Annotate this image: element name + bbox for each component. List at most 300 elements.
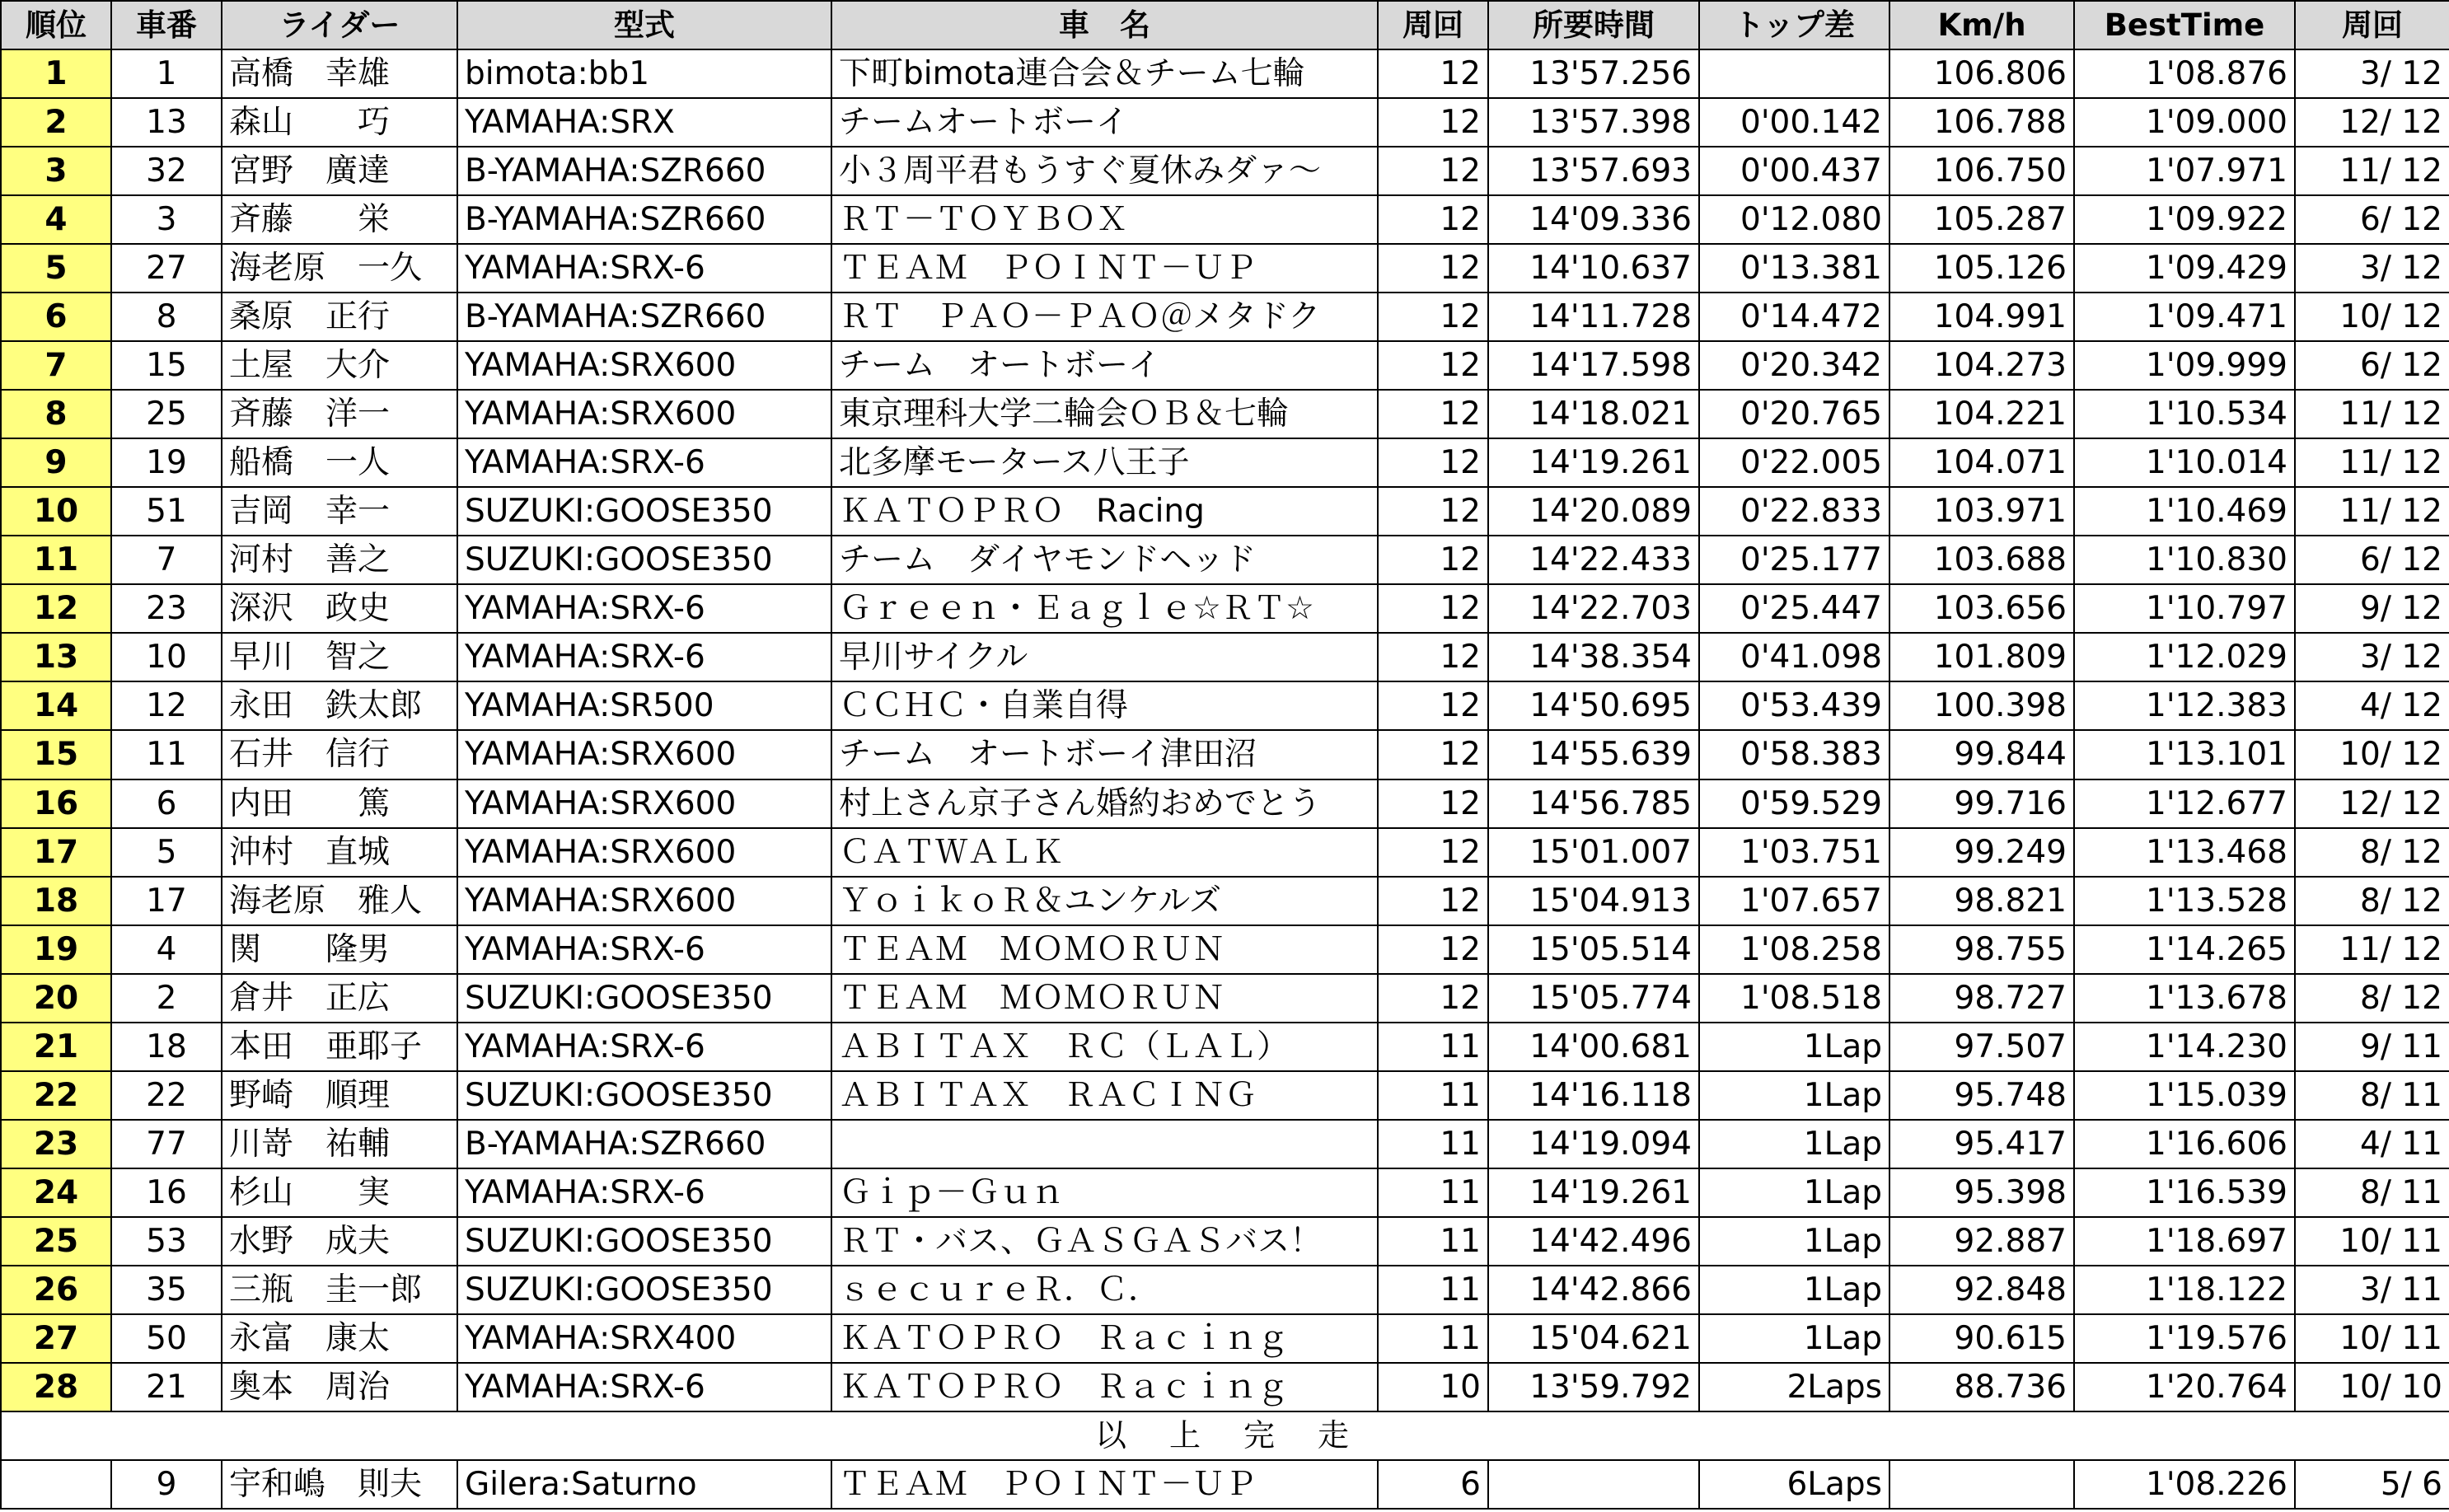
cell-best-lap: 12/ 12 (2295, 98, 2449, 147)
cell-bike-number: 10 (111, 633, 222, 681)
cell-team: ＲＴ ＰＡＯ－ＰＡＯ＠メタドク (831, 293, 1378, 341)
cell-best-lap: 12/ 12 (2295, 779, 2449, 828)
cell-best-time: 1'10.797 (2074, 584, 2295, 633)
cell-best-time: 1'13.468 (2074, 828, 2295, 877)
cell-best-time: 1'14.230 (2074, 1023, 2295, 1071)
cell-bike-number: 2 (111, 974, 222, 1023)
cell-rank: 19 (1, 925, 111, 974)
cell-total-time: 14'09.336 (1488, 195, 1699, 244)
cell-laps: 12 (1378, 438, 1488, 487)
cell-speed: 92.887 (1889, 1217, 2074, 1266)
cell-total-time: 14'00.681 (1488, 1023, 1699, 1071)
cell-speed (1889, 1460, 2074, 1509)
cell-best-lap: 10/ 12 (2295, 293, 2449, 341)
cell-rider: 森山 巧 (222, 98, 457, 147)
cell-bike-number: 35 (111, 1266, 222, 1314)
cell-team: ＡＢＩＴＡＸ ＲＡＣＩＮＧ (831, 1071, 1378, 1120)
cell-speed: 106.788 (1889, 98, 2074, 147)
cell-rank: 27 (1, 1314, 111, 1363)
cell-laps: 12 (1378, 390, 1488, 438)
cell-bike-number: 50 (111, 1314, 222, 1363)
cell-team: ＴＥＡＭ ＰＯＩＮＴ－ＵＰ (831, 1460, 1378, 1509)
cell-best-lap: 8/ 12 (2295, 828, 2449, 877)
cell-gap: 0'12.080 (1699, 195, 1889, 244)
cell-best-time: 1'15.039 (2074, 1071, 2295, 1120)
cell-gap: 1'03.751 (1699, 828, 1889, 877)
dnf-row (1, 1460, 2449, 1509)
cell-best-time: 1'16.606 (2074, 1120, 2295, 1168)
cell-rank: 22 (1, 1071, 111, 1120)
cell-speed: 106.750 (1889, 147, 2074, 195)
table-row (1, 584, 2449, 633)
table-row (1, 244, 2449, 293)
cell-rider: 船橋 一人 (222, 438, 457, 487)
cell-team: ｓｅｃｕｒｅＲ．Ｃ． (831, 1266, 1378, 1314)
header-rank: 順位 (1, 1, 111, 49)
cell-total-time: 13'57.693 (1488, 147, 1699, 195)
cell-bike-number: 6 (111, 779, 222, 828)
cell-model: B-YAMAHA:SZR660 (457, 195, 831, 244)
cell-speed: 97.507 (1889, 1023, 2074, 1071)
cell-bike-number: 51 (111, 487, 222, 536)
cell-bike-number: 15 (111, 341, 222, 390)
cell-team: 早川サイクル (831, 633, 1378, 681)
cell-gap: 0'59.529 (1699, 779, 1889, 828)
cell-rank: 15 (1, 730, 111, 779)
cell-gap: 6Laps (1699, 1460, 1889, 1509)
cell-model: YAMAHA:SRX-6 (457, 244, 831, 293)
cell-best-lap: 10/ 11 (2295, 1314, 2449, 1363)
cell-total-time: 15'05.514 (1488, 925, 1699, 974)
cell-best-lap: 10/ 12 (2295, 730, 2449, 779)
cell-bike-number: 23 (111, 584, 222, 633)
cell-best-time: 1'12.677 (2074, 779, 2295, 828)
table-row (1, 1120, 2449, 1168)
table-row (1, 1023, 2449, 1071)
cell-gap: 1Lap (1699, 1314, 1889, 1363)
cell-bike-number: 13 (111, 98, 222, 147)
cell-team: ＣＣＨＣ・自業自得 (831, 681, 1378, 730)
cell-gap: 0'00.142 (1699, 98, 1889, 147)
cell-best-time: 1'18.122 (2074, 1266, 2295, 1314)
cell-rank: 2 (1, 98, 111, 147)
table-row (1, 1363, 2449, 1411)
cell-rank: 23 (1, 1120, 111, 1168)
table-row (1, 779, 2449, 828)
cell-gap: 0'20.342 (1699, 341, 1889, 390)
table-row (1, 438, 2449, 487)
cell-total-time: 14'42.496 (1488, 1217, 1699, 1266)
cell-rider: 関 隆男 (222, 925, 457, 974)
cell-laps: 12 (1378, 681, 1488, 730)
cell-laps: 11 (1378, 1120, 1488, 1168)
cell-laps: 11 (1378, 1071, 1488, 1120)
cell-rider: 永田 鉄太郎 (222, 681, 457, 730)
cell-best-lap: 3/ 12 (2295, 244, 2449, 293)
cell-best-time: 1'10.830 (2074, 536, 2295, 584)
cell-speed: 104.991 (1889, 293, 2074, 341)
cell-gap: 1'08.258 (1699, 925, 1889, 974)
cell-best-lap: 11/ 12 (2295, 390, 2449, 438)
cell-best-lap: 11/ 12 (2295, 438, 2449, 487)
header-bike-number: 車番 (111, 1, 222, 49)
cell-model: SUZUKI:GOOSE350 (457, 487, 831, 536)
cell-model: YAMAHA:SRX600 (457, 828, 831, 877)
cell-rider: 石井 信行 (222, 730, 457, 779)
cell-speed: 100.398 (1889, 681, 2074, 730)
cell-model: SUZUKI:GOOSE350 (457, 1071, 831, 1120)
cell-bike-number: 21 (111, 1363, 222, 1411)
cell-best-time: 1'08.876 (2074, 49, 2295, 98)
cell-rider: 野崎 順理 (222, 1071, 457, 1120)
finishers-separator-label: 以上完走 (1, 1411, 2449, 1460)
cell-laps: 12 (1378, 925, 1488, 974)
cell-total-time: 14'55.639 (1488, 730, 1699, 779)
cell-laps: 12 (1378, 341, 1488, 390)
cell-rank: 6 (1, 293, 111, 341)
cell-bike-number: 1 (111, 49, 222, 98)
cell-best-lap: 8/ 11 (2295, 1168, 2449, 1217)
cell-bike-number: 4 (111, 925, 222, 974)
cell-gap: 0'20.765 (1699, 390, 1889, 438)
cell-rider: 三瓶 圭一郎 (222, 1266, 457, 1314)
cell-best-time: 1'10.469 (2074, 487, 2295, 536)
cell-team: チーム ダイヤモンドヘッド (831, 536, 1378, 584)
cell-model: YAMAHA:SRX-6 (457, 438, 831, 487)
cell-rank: 17 (1, 828, 111, 877)
cell-bike-number: 5 (111, 828, 222, 877)
cell-gap: 1Lap (1699, 1168, 1889, 1217)
cell-best-lap: 6/ 12 (2295, 195, 2449, 244)
table-row (1, 681, 2449, 730)
cell-best-lap: 6/ 12 (2295, 536, 2449, 584)
cell-team: ＴＥＡＭ ＭＯＭＯＲＵＮ (831, 925, 1378, 974)
cell-model: B-YAMAHA:SZR660 (457, 1120, 831, 1168)
cell-team (831, 1120, 1378, 1168)
cell-rank: 26 (1, 1266, 111, 1314)
cell-model: YAMAHA:SRX600 (457, 390, 831, 438)
cell-gap (1699, 49, 1889, 98)
cell-model: YAMAHA:SRX-6 (457, 584, 831, 633)
cell-bike-number: 3 (111, 195, 222, 244)
cell-model: bimota:bb1 (457, 49, 831, 98)
cell-best-time: 1'09.922 (2074, 195, 2295, 244)
cell-best-time: 1'13.101 (2074, 730, 2295, 779)
cell-gap: 0'00.437 (1699, 147, 1889, 195)
cell-best-time: 1'10.534 (2074, 390, 2295, 438)
cell-best-lap: 6/ 12 (2295, 341, 2449, 390)
cell-best-lap: 8/ 11 (2295, 1071, 2449, 1120)
cell-rank: 16 (1, 779, 111, 828)
cell-team: 東京理科大学二輪会ＯＢ＆七輪 (831, 390, 1378, 438)
cell-bike-number: 27 (111, 244, 222, 293)
cell-speed: 95.417 (1889, 1120, 2074, 1168)
cell-total-time: 14'16.118 (1488, 1071, 1699, 1120)
table-row (1, 147, 2449, 195)
table-row (1, 341, 2449, 390)
cell-bike-number: 9 (111, 1460, 222, 1509)
table-row (1, 877, 2449, 925)
cell-best-time: 1'20.764 (2074, 1363, 2295, 1411)
cell-team: ＹｏｉｋｏＲ＆ユンケルズ (831, 877, 1378, 925)
cell-rider: 宇和嶋 則夫 (222, 1460, 457, 1509)
cell-bike-number: 22 (111, 1071, 222, 1120)
cell-total-time: 15'04.913 (1488, 877, 1699, 925)
table-row (1, 1217, 2449, 1266)
cell-model: YAMAHA:SRX600 (457, 877, 831, 925)
cell-laps: 6 (1378, 1460, 1488, 1509)
cell-total-time: 14'56.785 (1488, 779, 1699, 828)
cell-laps: 11 (1378, 1168, 1488, 1217)
cell-bike-number: 8 (111, 293, 222, 341)
cell-gap: 2Laps (1699, 1363, 1889, 1411)
cell-bike-number: 11 (111, 730, 222, 779)
cell-laps: 12 (1378, 730, 1488, 779)
cell-speed: 99.844 (1889, 730, 2074, 779)
header-row (1, 1, 2449, 49)
cell-laps: 11 (1378, 1023, 1488, 1071)
cell-rider: 倉井 正広 (222, 974, 457, 1023)
cell-best-time: 1'09.471 (2074, 293, 2295, 341)
cell-team: チーム オートボーイ津田沼 (831, 730, 1378, 779)
cell-model: YAMAHA:SRX600 (457, 779, 831, 828)
cell-total-time: 14'10.637 (1488, 244, 1699, 293)
cell-best-lap: 4/ 11 (2295, 1120, 2449, 1168)
cell-best-time: 1'08.226 (2074, 1460, 2295, 1509)
cell-best-lap: 11/ 12 (2295, 147, 2449, 195)
cell-model: YAMAHA:SR500 (457, 681, 831, 730)
cell-rider: 海老原 一久 (222, 244, 457, 293)
cell-team: ＲＴ・バス、ＧＡＳＧＡＳバス！ (831, 1217, 1378, 1266)
cell-rank: 7 (1, 341, 111, 390)
cell-gap: 0'25.177 (1699, 536, 1889, 584)
table-row (1, 195, 2449, 244)
cell-laps: 12 (1378, 98, 1488, 147)
cell-rider: 川嵜 祐輔 (222, 1120, 457, 1168)
cell-team: Ｇｉｐ－Ｇｕｎ (831, 1168, 1378, 1217)
cell-rider: 斉藤 洋一 (222, 390, 457, 438)
cell-speed: 95.398 (1889, 1168, 2074, 1217)
cell-laps: 12 (1378, 147, 1488, 195)
cell-rider: 吉岡 幸一 (222, 487, 457, 536)
cell-best-lap: 4/ 12 (2295, 681, 2449, 730)
cell-best-lap: 9/ 12 (2295, 584, 2449, 633)
cell-laps: 12 (1378, 877, 1488, 925)
cell-best-lap: 11/ 12 (2295, 925, 2449, 974)
cell-speed: 104.221 (1889, 390, 2074, 438)
cell-model: YAMAHA:SRX400 (457, 1314, 831, 1363)
cell-best-lap: 8/ 12 (2295, 877, 2449, 925)
cell-speed: 103.688 (1889, 536, 2074, 584)
cell-total-time: 14'11.728 (1488, 293, 1699, 341)
cell-rank: 4 (1, 195, 111, 244)
table-row (1, 1168, 2449, 1217)
cell-total-time: 14'42.866 (1488, 1266, 1699, 1314)
header-speed: Km/h (1889, 1, 2074, 49)
cell-best-time: 1'14.265 (2074, 925, 2295, 974)
cell-gap: 0'25.447 (1699, 584, 1889, 633)
cell-total-time: 14'22.433 (1488, 536, 1699, 584)
cell-rider: 土屋 大介 (222, 341, 457, 390)
cell-team: ＣＡＴＷＡＬＫ (831, 828, 1378, 877)
header-best-lap: 周回 (2295, 1, 2449, 49)
cell-gap: 0'41.098 (1699, 633, 1889, 681)
cell-bike-number: 17 (111, 877, 222, 925)
cell-speed: 95.748 (1889, 1071, 2074, 1120)
cell-total-time: 14'17.598 (1488, 341, 1699, 390)
cell-bike-number: 53 (111, 1217, 222, 1266)
cell-best-time: 1'12.029 (2074, 633, 2295, 681)
cell-rank: 8 (1, 390, 111, 438)
cell-speed: 99.716 (1889, 779, 2074, 828)
cell-rider: 河村 善之 (222, 536, 457, 584)
cell-total-time: 13'59.792 (1488, 1363, 1699, 1411)
cell-team: ＫＡＴＯＰＲＯ Ｒａｃｉｎｇ (831, 1363, 1378, 1411)
table-row (1, 487, 2449, 536)
cell-best-lap: 3/ 12 (2295, 633, 2449, 681)
cell-speed: 98.755 (1889, 925, 2074, 974)
cell-total-time: 13'57.398 (1488, 98, 1699, 147)
cell-team: 小３周平君もうすぐ夏休みダァ～ (831, 147, 1378, 195)
cell-best-time: 1'13.678 (2074, 974, 2295, 1023)
cell-rank: 12 (1, 584, 111, 633)
cell-rider: 内田 篤 (222, 779, 457, 828)
cell-best-lap: 11/ 12 (2295, 487, 2449, 536)
cell-total-time: 14'18.021 (1488, 390, 1699, 438)
cell-laps: 12 (1378, 779, 1488, 828)
cell-speed: 92.848 (1889, 1266, 2074, 1314)
cell-speed: 99.249 (1889, 828, 2074, 877)
cell-rank: 9 (1, 438, 111, 487)
cell-rider: 永富 康太 (222, 1314, 457, 1363)
cell-total-time: 14'22.703 (1488, 584, 1699, 633)
cell-bike-number: 25 (111, 390, 222, 438)
cell-model: SUZUKI:GOOSE350 (457, 1217, 831, 1266)
cell-speed: 98.821 (1889, 877, 2074, 925)
cell-laps: 12 (1378, 584, 1488, 633)
cell-bike-number: 7 (111, 536, 222, 584)
cell-rank: 18 (1, 877, 111, 925)
cell-model: SUZUKI:GOOSE350 (457, 536, 831, 584)
header-laps: 周回 (1378, 1, 1488, 49)
cell-laps: 12 (1378, 244, 1488, 293)
cell-rider: 深沢 政史 (222, 584, 457, 633)
cell-model: YAMAHA:SRX600 (457, 730, 831, 779)
cell-speed: 104.273 (1889, 341, 2074, 390)
cell-total-time: 14'20.089 (1488, 487, 1699, 536)
header-model: 型式 (457, 1, 831, 49)
cell-laps: 12 (1378, 536, 1488, 584)
table-row (1, 1266, 2449, 1314)
cell-best-time: 1'16.539 (2074, 1168, 2295, 1217)
table-row (1, 390, 2449, 438)
cell-rank (1, 1460, 111, 1509)
cell-speed: 101.809 (1889, 633, 2074, 681)
cell-rank: 5 (1, 244, 111, 293)
cell-total-time: 15'05.774 (1488, 974, 1699, 1023)
table-row (1, 293, 2449, 341)
cell-team: ＫＡＴＯＰＲＯ Racing (831, 487, 1378, 536)
cell-speed: 98.727 (1889, 974, 2074, 1023)
cell-best-lap: 3/ 12 (2295, 49, 2449, 98)
cell-best-time: 1'10.014 (2074, 438, 2295, 487)
cell-team: 下町bimota連合会＆チーム七輪 (831, 49, 1378, 98)
cell-bike-number: 32 (111, 147, 222, 195)
cell-speed: 88.736 (1889, 1363, 2074, 1411)
cell-rank: 25 (1, 1217, 111, 1266)
cell-gap: 1Lap (1699, 1120, 1889, 1168)
header-gap: トップ差 (1699, 1, 1889, 49)
cell-gap: 1'08.518 (1699, 974, 1889, 1023)
cell-best-lap: 10/ 10 (2295, 1363, 2449, 1411)
cell-rider: 斉藤 栄 (222, 195, 457, 244)
cell-rider: 早川 智之 (222, 633, 457, 681)
cell-laps: 10 (1378, 1363, 1488, 1411)
cell-gap: 0'58.383 (1699, 730, 1889, 779)
cell-model: Gilera:Saturno (457, 1460, 831, 1509)
cell-rank: 21 (1, 1023, 111, 1071)
cell-best-lap: 10/ 11 (2295, 1217, 2449, 1266)
results-body (1, 49, 2449, 1509)
cell-gap: 0'22.833 (1699, 487, 1889, 536)
cell-speed: 105.126 (1889, 244, 2074, 293)
cell-speed: 103.971 (1889, 487, 2074, 536)
cell-rider: 沖村 直城 (222, 828, 457, 877)
cell-rank: 14 (1, 681, 111, 730)
cell-rider: 桑原 正行 (222, 293, 457, 341)
cell-rank: 11 (1, 536, 111, 584)
cell-total-time: 14'38.354 (1488, 633, 1699, 681)
header-best-time: BestTime (2074, 1, 2295, 49)
cell-rider: 水野 成夫 (222, 1217, 457, 1266)
cell-speed: 90.615 (1889, 1314, 2074, 1363)
cell-model: SUZUKI:GOOSE350 (457, 1266, 831, 1314)
cell-total-time: 13'57.256 (1488, 49, 1699, 98)
cell-total-time: 14'19.261 (1488, 1168, 1699, 1217)
cell-laps: 12 (1378, 293, 1488, 341)
cell-team: チーム オートボーイ (831, 341, 1378, 390)
cell-gap: 0'13.381 (1699, 244, 1889, 293)
cell-model: YAMAHA:SRX-6 (457, 633, 831, 681)
cell-team: ＴＥＡＭ ＭＯＭＯＲＵＮ (831, 974, 1378, 1023)
cell-gap: 1Lap (1699, 1071, 1889, 1120)
cell-best-time: 1'07.971 (2074, 147, 2295, 195)
table-row (1, 1071, 2449, 1120)
cell-bike-number: 12 (111, 681, 222, 730)
cell-best-time: 1'18.697 (2074, 1217, 2295, 1266)
cell-rank: 28 (1, 1363, 111, 1411)
cell-team: ＲＴ－ＴＯＹＢＯＸ (831, 195, 1378, 244)
cell-laps: 11 (1378, 1314, 1488, 1363)
cell-rank: 20 (1, 974, 111, 1023)
cell-total-time: 15'01.007 (1488, 828, 1699, 877)
table-row (1, 98, 2449, 147)
cell-best-time: 1'09.429 (2074, 244, 2295, 293)
cell-team: ＡＢＩＴＡＸ ＲＣ（ＬＡＬ） (831, 1023, 1378, 1071)
cell-best-lap: 5/ 6 (2295, 1460, 2449, 1509)
cell-bike-number: 18 (111, 1023, 222, 1071)
cell-speed: 106.806 (1889, 49, 2074, 98)
cell-rank: 24 (1, 1168, 111, 1217)
cell-model: YAMAHA:SRX-6 (457, 1363, 831, 1411)
cell-model: YAMAHA:SRX-6 (457, 925, 831, 974)
cell-rider: 高橋 幸雄 (222, 49, 457, 98)
cell-speed: 105.287 (1889, 195, 2074, 244)
cell-model: SUZUKI:GOOSE350 (457, 974, 831, 1023)
cell-rank: 13 (1, 633, 111, 681)
cell-laps: 12 (1378, 633, 1488, 681)
header-rider: ライダー (222, 1, 457, 49)
